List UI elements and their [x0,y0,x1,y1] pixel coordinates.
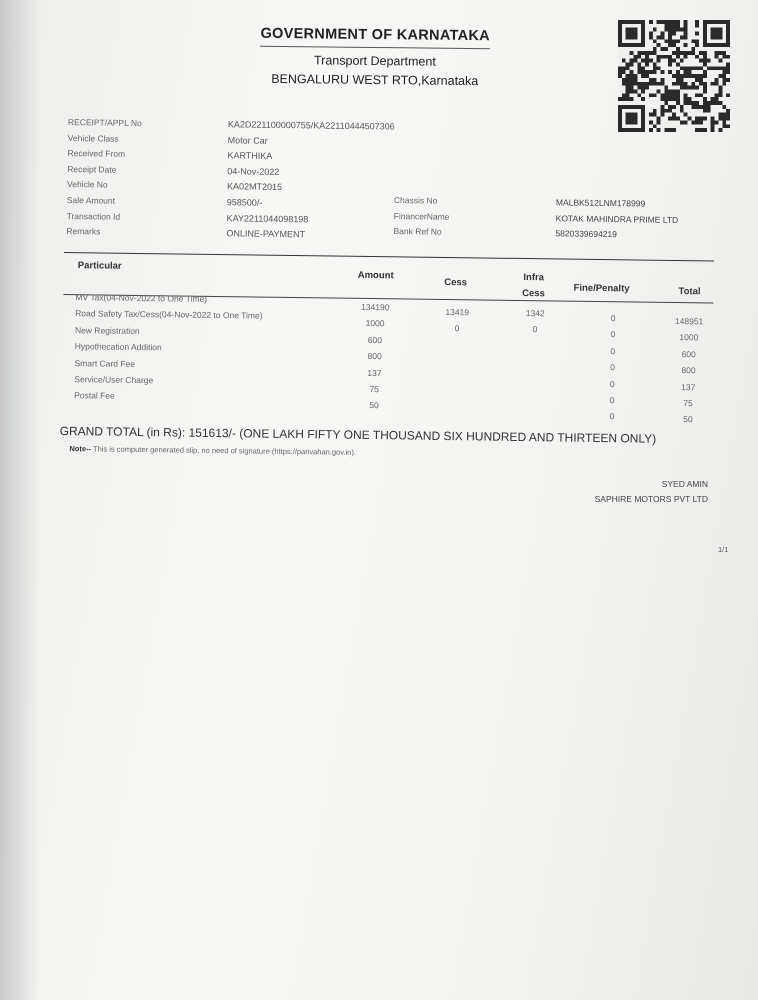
row-total: 50 [683,414,693,425]
detail-label: Bank Ref No [393,226,442,237]
header-cess: Cess [444,276,468,289]
header-total: Total [678,286,701,298]
detail-row [66,226,393,246]
header-amount: Amount [357,269,394,282]
row-infra-cess [505,357,565,358]
detail-value: ONLINE-PAYMENT [226,228,306,240]
row-infra-cess: 0 [532,324,538,335]
rto-title: BENGALURU WEST RTO,Karnataka [271,71,479,89]
detail-value: KARTHIKA [227,150,273,162]
row-infra-cess [505,341,565,342]
row-cess: 13419 [445,306,470,318]
row-particular: Smart Card Fee [74,357,136,369]
row-fine: 0 [609,411,615,422]
row-particular: Road Safety Tax/Cess(04-Nov-2022 to One Time) [75,308,263,321]
row-amount: 50 [369,400,379,411]
row-total: 137 [681,381,696,392]
grand-total: GRAND TOTAL (in Rs): 151613/- (ONE LAKH FIFTY ONE THOUSAND SIX HUNDRED AND THIRTEEN ONLY) [59,423,657,446]
row-particular: Hypothecation Addition [74,341,162,353]
qr-code-icon [618,18,730,134]
detail-value: KA02MT2015 [226,181,283,193]
row-total: 600 [681,348,696,360]
row-amount: 137 [367,367,382,378]
row-cess: 0 [454,323,460,334]
header-infra-cess: Cess [522,288,545,300]
row-fine: 0 [609,395,615,406]
row-fine: 0 [609,378,615,389]
fee-table [59,252,714,457]
detail-label: FinancerName [393,210,450,222]
government-title: GOVERNMENT OF KARNATAKA [260,26,490,49]
page-number: 1/1 [718,545,729,554]
row-amount: 600 [367,334,383,345]
note-label: Note-- [69,444,92,454]
signatory-name: SYED AMIN [661,479,708,489]
row-particular: Postal Fee [74,390,115,402]
row-total: 1000 [679,332,699,343]
row-cess [426,372,486,373]
row-cess [426,389,486,390]
department-title: Transport Department [313,53,436,69]
left-shadow [0,0,40,1000]
row-fine: 0 [610,345,616,357]
detail-value: MALBK512LNM178999 [555,197,646,209]
detail-value: KAY2211044098198 [226,212,309,224]
detail-label: Sale Amount [66,194,116,206]
receipt-details-right [393,195,678,246]
row-amount: 134190 [361,301,390,313]
row-particular: New Registration [74,324,140,336]
detail-label: Received From [67,148,126,159]
header-fine-penalty: Fine/Penalty [573,282,630,295]
signatory-company: SAPHIRE MOTORS PVT LTD [594,494,708,504]
detail-value: KOTAK MAHINDRA PRIME LTD [555,212,679,225]
row-amount: 800 [367,351,382,362]
row-total: 75 [683,398,693,409]
note-line [69,444,356,457]
table-top-divider [64,252,714,262]
row-infra-cess [504,373,564,374]
detail-label: Receipt Date [67,163,117,175]
detail-label: Remarks [66,226,101,237]
detail-value: 04-Nov-2022 [227,166,280,177]
row-infra-cess [504,390,564,391]
row-infra-cess: 1342 [525,308,545,319]
detail-label: Chassis No [393,195,438,206]
receipt-details [66,117,395,246]
detail-label: Vehicle Class [67,132,119,144]
row-total: 148951 [674,316,704,327]
detail-value: 5820339694219 [555,228,618,240]
row-fine: 0 [610,362,615,373]
receipt-header [230,24,521,88]
row-cess [426,405,486,406]
header-particular: Particular [77,260,122,272]
row-amount: 1000 [365,318,385,329]
note-text: This is computer generated slip, no need of signature (https://parivahan.gov.in). [92,444,357,457]
detail-label: Vehicle No [66,179,108,190]
row-infra-cess [504,406,564,407]
detail-label: Transaction Id [66,210,121,222]
detail-value: Motor Car [227,134,268,146]
header-infra: Infra [523,272,545,284]
row-amount: 75 [369,384,380,395]
row-fine: 0 [610,313,616,324]
signatory-block [595,477,708,507]
row-particular: MV Tax(04-Nov-2022 to One Time) [75,292,208,304]
row-cess [427,356,487,357]
detail-label: RECEIPT/APPL No [67,117,142,129]
detail-value: KA2D221100000755/KA22110444507306 [227,119,395,132]
row-fine: 0 [610,329,616,340]
row-cess [427,340,487,341]
row-total: 800 [681,365,696,376]
row-particular: Service/User Charge [74,374,154,386]
detail-value: 958500/- [226,197,263,208]
